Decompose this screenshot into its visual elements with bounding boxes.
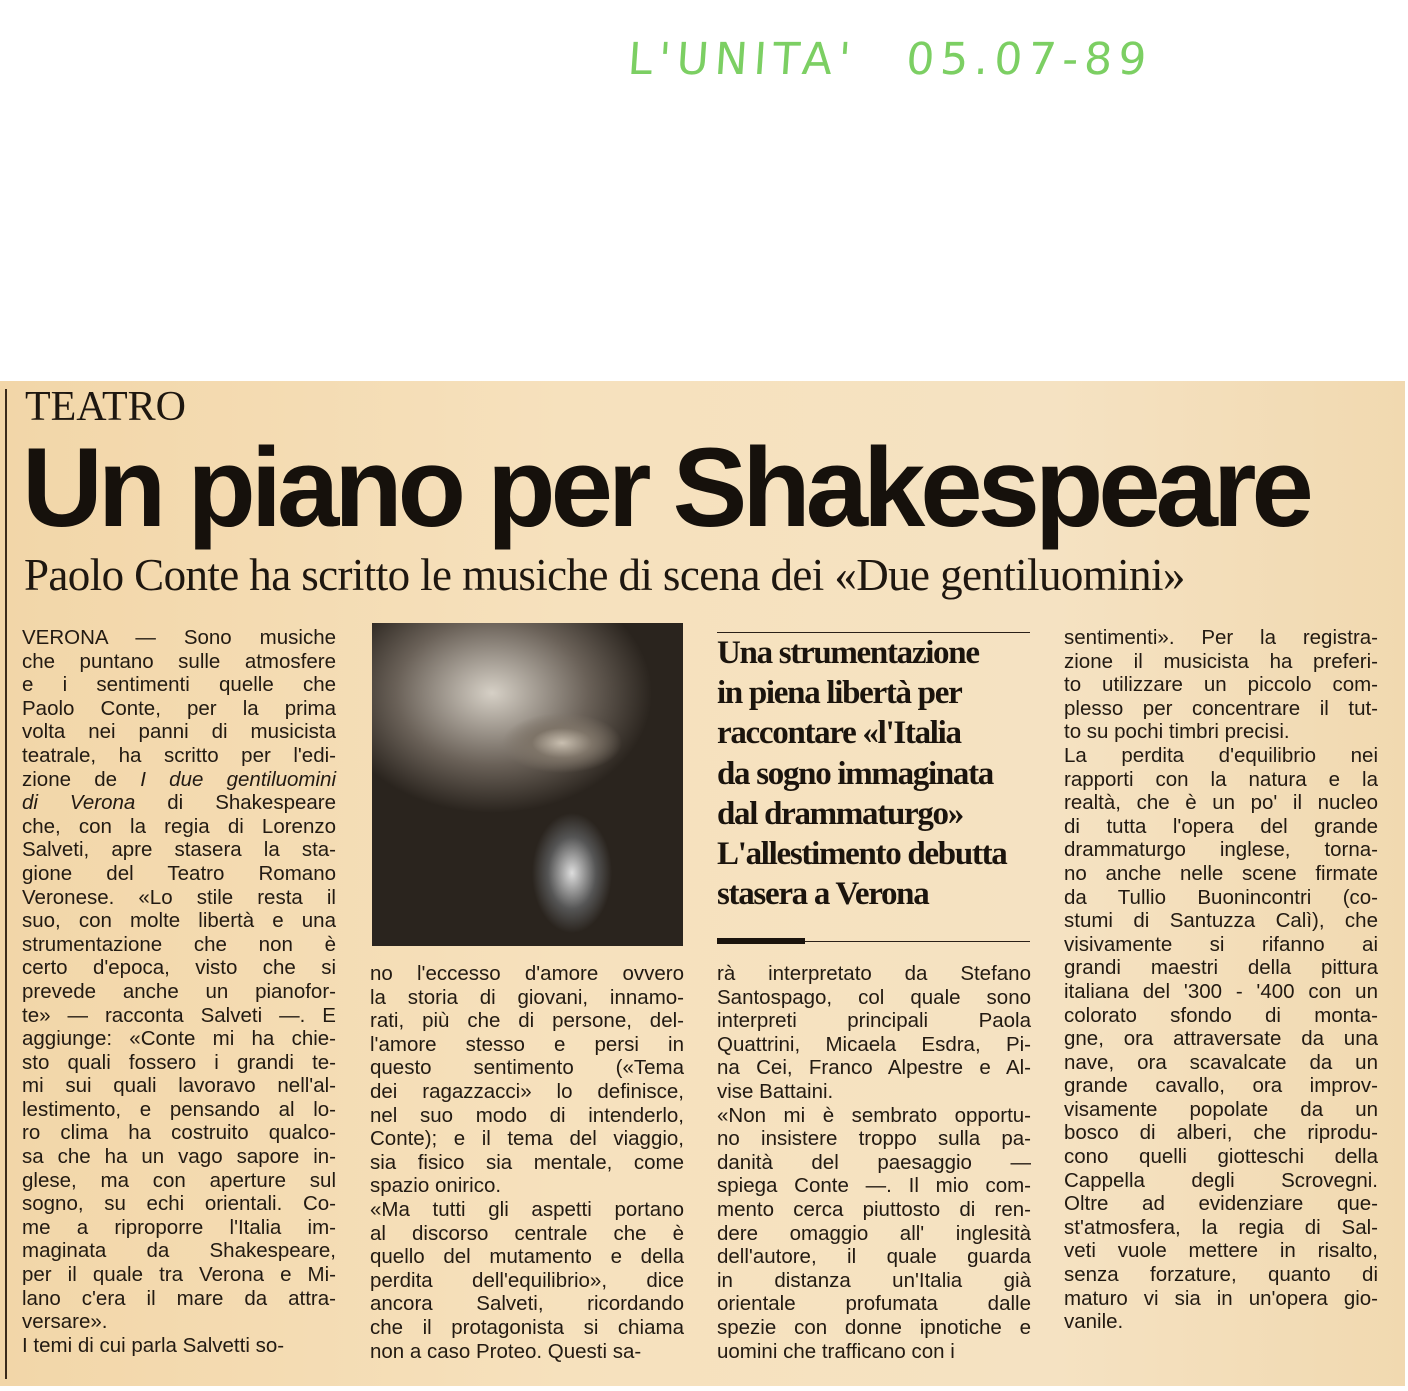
- article-line: cono quelli giotteschi della: [1064, 1145, 1378, 1169]
- pull-quote-bottom-rule: [805, 941, 1030, 942]
- article-line: nel suo modo di intenderlo,: [370, 1103, 684, 1127]
- article-line: lestimento, e pensando al lo-: [22, 1097, 336, 1121]
- pull-quote-bar: [717, 938, 805, 944]
- pull-quote-line: in piena libertà per: [717, 675, 962, 712]
- article-line: suo, con molte libertà e una: [22, 909, 336, 933]
- section-label: TEATRO: [25, 384, 186, 430]
- article-line: drammaturgo inglese, torna-: [1064, 838, 1378, 862]
- pull-quote-line: L'allestimento debutta: [717, 836, 1007, 873]
- article-line: e i sentimenti quelle che: [22, 673, 336, 697]
- article-line: bosco di alberi, che riprodu-: [1064, 1121, 1378, 1145]
- pull-quote-line: da sogno immaginata: [717, 755, 994, 792]
- article-line: rati, più che di persone, del-: [370, 1009, 684, 1033]
- pull-quote: [717, 632, 1030, 914]
- article-line: vanile.: [1064, 1310, 1124, 1334]
- pull-quote-line: Una strumentazione: [717, 635, 979, 671]
- article-line: no l'eccesso d'amore ovvero: [370, 962, 684, 985]
- article-line: dei ragazzacci» lo definisce,: [370, 1079, 684, 1103]
- article-line: Veronese. «Lo stile resta il: [22, 885, 336, 909]
- column-rule: [5, 389, 7, 1379]
- article-line: me a riproporre l'Italia im-: [22, 1215, 336, 1239]
- article-line: realtà, che è un po' il nucleo: [1064, 791, 1378, 815]
- article-line: danità del paesaggio —: [717, 1150, 1031, 1174]
- article-line: perdita dell'equilibrio», dice: [370, 1268, 684, 1292]
- article-line: Salveti, apre stasera la sta-: [22, 838, 336, 862]
- subheadline: Paolo Conte ha scritto le musiche di scena dei «Due gentiluomini»: [24, 550, 1185, 600]
- article-line: di tutta l'opera del grande: [1064, 814, 1378, 838]
- article-line: colorato sfondo di monta-: [1064, 1003, 1378, 1027]
- source-note: L'UNITA': [626, 34, 859, 85]
- play-title: di Verona: [22, 791, 136, 815]
- article-line: sto quali fossero i grandi te-: [22, 1050, 336, 1074]
- article-line: [22, 791, 336, 815]
- article-line: plesso per concentrare il tut-: [1064, 696, 1378, 720]
- article-column-3: [717, 962, 1031, 1363]
- article-line: Oltre ad evidenziare que-: [1064, 1192, 1378, 1216]
- article-line: certo d'epoca, visto che si: [22, 956, 336, 980]
- article-line: sia fisico sia mentale, come: [370, 1150, 684, 1174]
- article-column-4: [1064, 626, 1378, 1334]
- article-line: to su pochi timbri precisi.: [1064, 720, 1290, 744]
- article-line: [22, 768, 336, 792]
- pull-quote-line: dal drammaturgo»: [717, 795, 963, 832]
- article-line: quello del mutamento e della: [370, 1245, 684, 1269]
- article-line: la storia di giovani, innamo-: [370, 985, 684, 1009]
- article-line: da Tullio Buonincontri (co-: [1064, 885, 1378, 909]
- article-line: spazio onirico.: [370, 1174, 502, 1198]
- article-line: orientale profumata dalle: [717, 1292, 1031, 1316]
- article-line: Paolo Conte, per la prima: [22, 696, 336, 720]
- article-line: veti vuole mettere in risalto,: [1064, 1239, 1378, 1263]
- article-line: visivamente si rifanno ai: [1064, 932, 1378, 956]
- article-line: zione il musicista ha preferi-: [1064, 649, 1378, 673]
- article-line: grande cavallo, ora improv-: [1064, 1074, 1378, 1098]
- article-line: gione del Teatro Romano: [22, 861, 336, 885]
- article-line: che, con la regia di Lorenzo: [22, 814, 336, 838]
- article-line: Quattrini, Micaela Esdra, Pi-: [717, 1032, 1031, 1056]
- article-line: maginata da Shakespeare,: [22, 1239, 336, 1263]
- article-line: sentimenti». Per la registra-: [1064, 626, 1378, 649]
- article-line: grandi maestri della pittura: [1064, 956, 1378, 980]
- article-line: interpreti principali Paola: [717, 1009, 1031, 1033]
- article-line: non a caso Proteo. Questi sa-: [370, 1339, 642, 1363]
- article-line: uomini che trafficano con i: [717, 1339, 955, 1363]
- article-line: sogno, su echi orientali. Co-: [22, 1192, 336, 1216]
- article-line: La perdita d'equilibrio nei: [1064, 743, 1378, 767]
- headline: Un piano per Shakespeare: [22, 425, 1309, 550]
- article-line: dere omaggio all' inglesità: [717, 1221, 1031, 1245]
- article-line: na Cei, Franco Alpestre e Al-: [717, 1056, 1031, 1080]
- text-segment: di Shakespeare: [135, 791, 336, 815]
- article-line: volta nei panni di musicista: [22, 720, 336, 744]
- article-line: nave, ora scavalcate da un: [1064, 1050, 1378, 1074]
- article-column-2: [370, 962, 684, 1363]
- article-line: ro clima ha costruito qualco-: [22, 1121, 336, 1145]
- article-line: to utilizzare un piccolo com-: [1064, 673, 1378, 697]
- article-line: maturo vi sia in un'opera gio-: [1064, 1286, 1378, 1310]
- article-line: rà interpretato da Stefano: [717, 962, 1031, 985]
- article-line: ancora Salveti, ricordando: [370, 1292, 684, 1316]
- article-line: Conte); e il tema del viaggio,: [370, 1127, 684, 1151]
- newspaper-clipping: [0, 381, 1405, 1386]
- article-line: senza forzature, quanto di: [1064, 1263, 1378, 1287]
- article-line: «Non mi è sembrato opportu-: [717, 1103, 1031, 1127]
- article-line: versare».: [22, 1310, 108, 1334]
- article-line: in distanza un'Italia già: [717, 1268, 1031, 1292]
- date-note: 05.07-89: [904, 34, 1154, 85]
- article-line: glese, ma con aperture sul: [22, 1168, 336, 1192]
- pull-quote-line: stasera a Verona: [717, 876, 929, 913]
- article-line: che il protagonista si chiama: [370, 1315, 684, 1339]
- article-column-1: [22, 626, 336, 1357]
- photo-paolo-conte: [372, 623, 683, 946]
- article-line: questo sentimento («Tema: [370, 1056, 684, 1080]
- handwritten-annotation: [626, 34, 1204, 85]
- article-line: no anche nelle scene firmate: [1064, 861, 1378, 885]
- article-line: che puntano sulle atmosfere: [22, 649, 336, 673]
- article-line: lano c'era il mare da attra-: [22, 1286, 336, 1310]
- article-line: italiana del '300 - '400 con un: [1064, 979, 1378, 1003]
- article-line: no insistere troppo sulla pa-: [717, 1127, 1031, 1151]
- article-line: spezie con donne ipnotiche e: [717, 1315, 1031, 1339]
- article-line: Cappella degli Scrovegni.: [1064, 1168, 1378, 1192]
- article-line: VERONA — Sono musiche: [22, 626, 336, 649]
- article-line: gne, ora attraversate da una: [1064, 1027, 1378, 1051]
- article-line: dell'autore, il quale guarda: [717, 1245, 1031, 1269]
- article-line: rapporti con la natura e la: [1064, 767, 1378, 791]
- article-line: «Ma tutti gli aspetti portano: [370, 1197, 684, 1221]
- article-line: mi sui quali lavoravo nell'al-: [22, 1074, 336, 1098]
- article-line: l'amore stesso e persi in: [370, 1032, 684, 1056]
- article-line: sa che ha un vago sapore in-: [22, 1145, 336, 1169]
- play-title: I due gentiluomini: [140, 767, 337, 791]
- article-line: aggiunge: «Conte mi ha chie-: [22, 1027, 336, 1051]
- article-line: mento cerca piuttosto di ren-: [717, 1197, 1031, 1221]
- article-line: te» — racconta Salveti —. E: [22, 1003, 336, 1027]
- article-line: visamente popolate da un: [1064, 1097, 1378, 1121]
- article-line: st'atmosfera, la regia di Sal-: [1064, 1215, 1378, 1239]
- pull-quote-line: raccontare «l'Italia: [717, 715, 961, 752]
- article-line: al discorso centrale che è: [370, 1221, 684, 1245]
- article-line: teatrale, ha scritto per l'edi-: [22, 743, 336, 767]
- article-line: I temi di cui parla Salvetti so-: [22, 1333, 285, 1357]
- article-line: prevede anche un pianofor-: [22, 979, 336, 1003]
- article-line: vise Battaini.: [717, 1079, 834, 1103]
- article-line: stumi di Santuzza Calì), che: [1064, 909, 1378, 933]
- article-line: strumentazione che non è: [22, 932, 336, 956]
- text-segment: zione de: [22, 767, 141, 791]
- article-line: per il quale tra Verona e Mi-: [22, 1263, 336, 1287]
- article-line: Santospago, col quale sono: [717, 985, 1031, 1009]
- article-line: spiega Conte —. Il mio com-: [717, 1174, 1031, 1198]
